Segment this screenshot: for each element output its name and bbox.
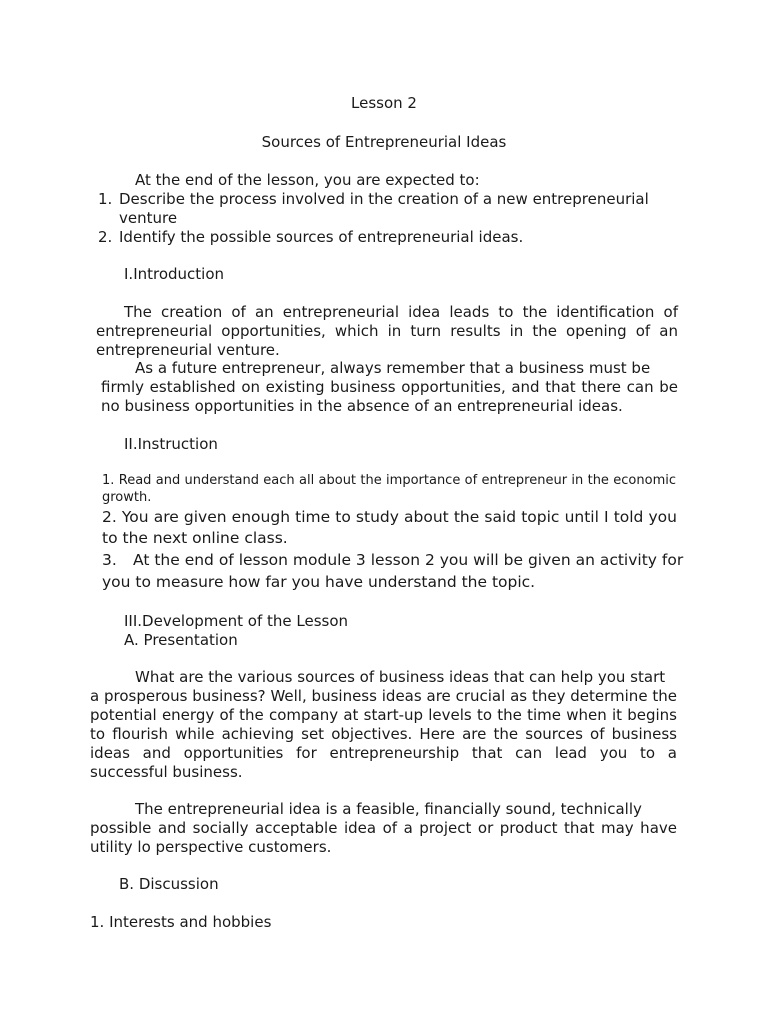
development-heading: III.Development of the Lesson (124, 612, 349, 630)
lesson-title: Lesson 2 (351, 94, 417, 112)
objective-item-number: 2. (98, 228, 113, 246)
introduction-heading: I.Introduction (124, 265, 225, 283)
objective-item-text: Describe the process involved in the creation of a new entrepreneurial (119, 190, 649, 208)
instruction-item-1: 1. Read and understand each all about the importance of entrepreneur in the economic growth. (102, 473, 676, 505)
objectives-intro: At the end of the lesson, you are expected to: (135, 171, 480, 189)
presentation-paragraph-2-first-line: The entrepreneurial idea is a feasible, financially sound, technically (135, 800, 642, 818)
instruction-item-2: 2. You are given enough time to study about the said topic until I told you to the next online class. (102, 508, 677, 547)
instruction-item-3-first-line: At the end of lesson module 3 lesson 2 you will be given an activity for (133, 551, 684, 569)
introduction-paragraph-1: The creation of an entrepreneurial idea leads to the identification of entrepreneurial opportunities, which in turn results in the opening of an entrepreneurial venture. (96, 303, 678, 359)
introduction-paragraph-2: firmly established on existing business opportunities, and that there can be no business opportunities in the absence of an entrepreneurial ideas. (101, 378, 678, 415)
discussion-heading: B. Discussion (119, 875, 219, 893)
introduction-paragraph-2-first-line: As a future entrepreneur, always remember that a business must be (135, 359, 651, 377)
objective-item-number: 1. (98, 190, 113, 208)
instruction-item-3-second-line: you to measure how far you have understand the topic. (102, 573, 536, 591)
objective-item-continuation: venture (119, 209, 178, 227)
lesson-subtitle: Sources of Entrepreneurial Ideas (261, 133, 507, 151)
instruction-item-3-number: 3. (102, 551, 117, 569)
instruction-heading: II.Instruction (124, 435, 218, 453)
presentation-paragraph-1: a prosperous business? Well, business ideas are crucial as they determine the potential energy of the company at start-up levels to the time when it begins to flourish while achieving set objectives. Here are the sources of business ideas and opportunities for entrepreneurship that can lead you to a successful business. (90, 687, 677, 781)
discussion-item-1: 1. Interests and hobbies (90, 913, 272, 931)
presentation-paragraph-2: possible and socially acceptable idea of a project or product that may have utility lo perspective customers. (90, 819, 677, 856)
presentation-heading: A. Presentation (124, 631, 238, 649)
presentation-paragraph-1-first-line: What are the various sources of business ideas that can help you start (135, 668, 666, 686)
objective-item-text: Identify the possible sources of entrepreneurial ideas. (119, 228, 524, 246)
